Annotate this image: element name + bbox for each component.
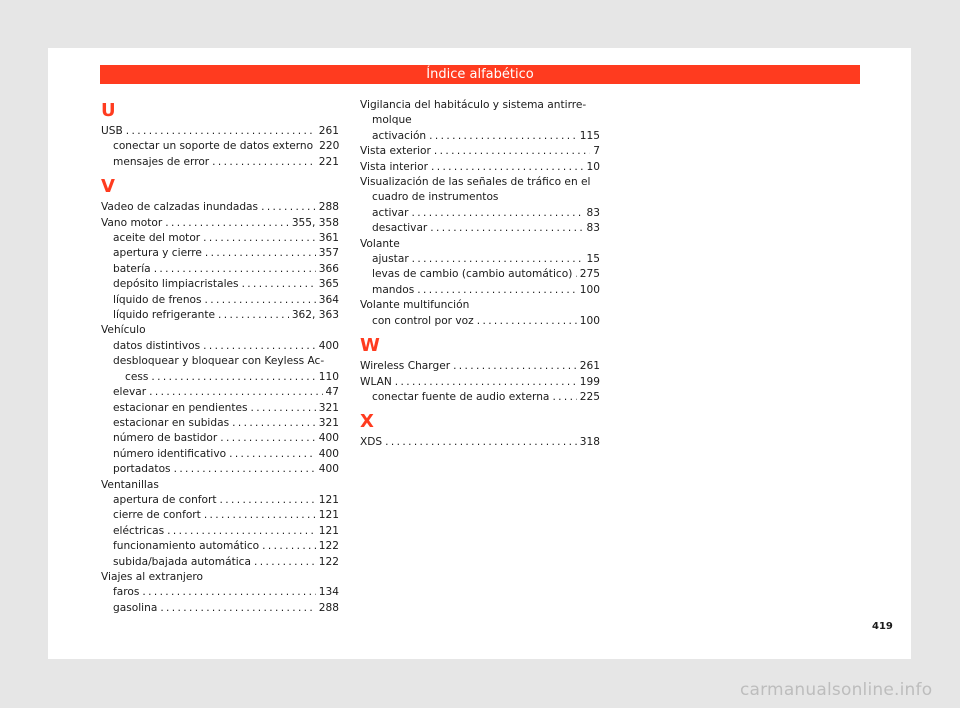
dot-leader — [261, 200, 316, 215]
index-heading: molque — [372, 114, 412, 127]
index-entry-page: 83 — [586, 222, 600, 235]
index-section-letter: X — [360, 411, 374, 433]
index-entry — [101, 447, 339, 462]
dot-leader — [434, 144, 590, 159]
index-entry — [101, 462, 339, 477]
index-entry-label: Vista interior — [360, 160, 428, 173]
index-entry-page: 364 — [318, 293, 339, 306]
index-entry-label: desactivar — [372, 222, 428, 235]
index-entry — [101, 139, 339, 154]
index-entry-page: 134 — [318, 586, 339, 599]
index-entry-label: funcionamiento automático — [113, 540, 260, 553]
index-entry-page: 121 — [318, 493, 339, 506]
index-entry — [101, 416, 339, 431]
index-entry — [101, 524, 339, 539]
index-heading: Volante multifunción — [360, 299, 470, 312]
index-entry — [360, 283, 600, 298]
index-entry-label: mensajes de error — [113, 155, 210, 168]
index-entry-page: 400 — [318, 447, 339, 460]
index-entry — [101, 231, 339, 246]
index-entry-page: 225 — [579, 390, 600, 403]
index-entry — [101, 293, 339, 308]
index-entry — [360, 221, 600, 236]
index-entry-page: 365 — [318, 278, 339, 291]
watermark: carmanualsonline.info — [740, 680, 933, 700]
index-entry-page: 7 — [593, 145, 600, 158]
index-entry — [360, 375, 600, 390]
dot-leader — [254, 555, 316, 570]
dot-leader — [154, 262, 316, 277]
index-entry-label: conectar fuente de audio externa — [372, 390, 550, 403]
index-entry — [360, 144, 600, 159]
index-entry-page: 275 — [579, 268, 600, 281]
index-entry-page: 400 — [318, 339, 339, 352]
index-entry — [101, 308, 339, 323]
dot-leader — [160, 601, 315, 616]
index-entry — [101, 493, 339, 508]
index-entry — [101, 200, 339, 215]
index-entry-page: 122 — [318, 540, 339, 553]
index-entry-label: eléctricas — [113, 524, 165, 537]
index-entry — [360, 435, 600, 450]
dot-leader — [430, 221, 583, 236]
index-entry-label: activación — [372, 129, 427, 142]
index-entry-label: elevar — [113, 386, 147, 399]
index-entry-label: número identificativo — [113, 447, 227, 460]
index-entry-label: WLAN — [360, 375, 392, 388]
index-heading: cuadro de instrumentos — [372, 191, 499, 204]
index-entry-page: 15 — [586, 253, 600, 266]
index-column-left — [101, 100, 339, 616]
dot-leader — [126, 124, 316, 139]
index-entry — [360, 252, 600, 267]
index-entry — [360, 314, 600, 329]
index-entry-page: 115 — [579, 129, 600, 142]
index-entry-label: ajustar — [372, 253, 409, 266]
index-heading: Vigilancia del habitáculo y sistema antirre- — [360, 99, 587, 111]
index-entry — [101, 155, 339, 170]
index-entry — [101, 246, 339, 261]
index-entry-page: 221 — [318, 155, 339, 168]
index-column-right — [360, 98, 600, 451]
index-entry-page: 100 — [579, 314, 600, 327]
index-entry — [360, 267, 600, 282]
dot-leader — [205, 246, 316, 261]
dot-leader — [151, 370, 315, 385]
dot-leader — [412, 206, 584, 221]
index-entry-label: cierre de confort — [113, 509, 201, 522]
dot-leader — [220, 431, 316, 446]
dot-leader — [453, 359, 577, 374]
index-entry-page: 355, 358 — [291, 216, 339, 229]
index-entry-page: 261 — [318, 125, 339, 137]
index-entry-label: Vista exterior — [360, 145, 431, 158]
index-entry — [101, 601, 339, 616]
index-entry-label: XDS — [360, 436, 383, 449]
index-entry — [101, 124, 339, 139]
index-entry-page: 47 — [325, 386, 339, 399]
index-entry-page: 318 — [579, 436, 600, 449]
index-entry — [360, 160, 600, 175]
index-entry-label: Vano motor — [101, 216, 163, 229]
index-entry-label: líquido de frenos — [113, 293, 202, 306]
index-entry — [101, 585, 339, 600]
index-entry — [360, 359, 600, 374]
dot-leader — [575, 267, 576, 282]
index-entry — [360, 390, 600, 405]
dot-leader — [262, 539, 316, 554]
index-entry-label: cess — [125, 370, 149, 383]
dot-leader — [174, 462, 316, 477]
dot-leader — [203, 231, 316, 246]
index-entry — [101, 539, 339, 554]
dot-leader — [142, 585, 315, 600]
index-entry-page: 121 — [318, 509, 339, 522]
dot-leader — [203, 339, 316, 354]
index-entry-page: 400 — [318, 463, 339, 476]
index-entry-page: 362, 363 — [291, 309, 339, 322]
index-entry-page: 261 — [579, 360, 600, 373]
dot-leader — [431, 160, 584, 175]
index-entry-label: estacionar en pendientes — [113, 401, 248, 414]
dot-leader — [218, 308, 289, 323]
dot-leader — [395, 375, 577, 390]
dot-leader — [167, 524, 316, 539]
index-entry-page: 220 — [319, 140, 340, 153]
index-entry-label: número de bastidor — [113, 432, 218, 445]
index-section-letter: V — [101, 176, 115, 198]
index-entry — [101, 508, 339, 523]
page-header-title: Índice alfabético — [100, 65, 860, 84]
index-entry-label: mandos — [372, 283, 415, 296]
dot-leader — [165, 216, 289, 231]
dot-leader — [552, 390, 576, 405]
index-entry-label: con control por voz — [372, 314, 474, 327]
index-entry-label: levas de cambio (cambio automático) — [372, 268, 573, 281]
dot-leader — [477, 314, 577, 329]
index-entry-page: 366 — [318, 262, 339, 275]
index-entry-label: portadatos — [113, 463, 171, 476]
index-entry-page: 288 — [318, 201, 339, 214]
index-entry-label: Vadeo de calzadas inundadas — [101, 201, 259, 214]
dot-leader — [412, 252, 584, 267]
index-entry — [101, 262, 339, 277]
index-entry-label: líquido refrigerante — [113, 309, 215, 322]
index-entry-page: 357 — [318, 247, 339, 260]
dot-leader — [220, 493, 316, 508]
index-entry-label: estacionar en subidas — [113, 416, 230, 429]
index-entry — [101, 339, 339, 354]
index-section-letter: W — [360, 335, 380, 357]
index-heading: Ventanillas — [101, 478, 159, 491]
index-heading: Volante — [360, 237, 400, 250]
index-entry-page: 321 — [318, 401, 339, 414]
index-entry — [360, 206, 600, 221]
index-entry-label: apertura y cierre — [113, 247, 202, 260]
index-entry-page: 110 — [318, 370, 339, 383]
index-entry-label: batería — [113, 262, 151, 275]
index-entry-page: 121 — [318, 524, 339, 537]
index-entry-label: activar — [372, 206, 409, 219]
dot-leader — [232, 416, 316, 431]
index-heading: desbloquear y bloquear con Keyless Ac- — [113, 355, 325, 368]
dot-leader — [205, 293, 316, 308]
index-entry-label: depósito limpiacristales — [113, 278, 239, 291]
index-entry-label: aceite del motor — [113, 232, 201, 245]
dot-leader — [242, 277, 316, 292]
index-entry-label: datos distintivos — [113, 339, 201, 352]
index-entry-page: 288 — [318, 601, 339, 614]
index-entry-page: 83 — [586, 206, 600, 219]
index-section-letter: U — [101, 100, 116, 121]
index-entry-page: 400 — [318, 432, 339, 445]
index-entry-label: apertura de confort — [113, 493, 217, 506]
index-entry-page: 122 — [318, 555, 339, 568]
index-entry-label: gasolina — [113, 601, 158, 614]
dot-leader — [429, 129, 577, 144]
dot-leader — [149, 385, 322, 400]
index-entry — [101, 555, 339, 570]
dot-leader — [417, 283, 577, 298]
index-entry-page: 10 — [586, 160, 600, 173]
index-entry-label: USB — [101, 125, 123, 137]
dot-leader — [385, 435, 577, 450]
index-entry — [101, 401, 339, 416]
dot-leader — [204, 508, 316, 523]
dot-leader — [251, 401, 316, 416]
dot-leader — [212, 155, 316, 170]
dot-leader — [229, 447, 316, 462]
index-entry — [101, 216, 339, 231]
index-heading: Vehículo — [101, 324, 146, 337]
index-entry — [101, 385, 339, 400]
index-entry-label: Wireless Charger — [360, 360, 451, 373]
index-entry-label: subida/bajada automática — [113, 555, 251, 568]
index-heading: Visualización de las señales de tráfico en el — [360, 176, 591, 189]
index-entry-label: conectar un soporte de datos externo — [113, 140, 314, 153]
index-entry-page: 361 — [318, 232, 339, 245]
page-number: 419 — [872, 621, 893, 632]
index-entry — [360, 129, 600, 144]
index-entry-label: faros — [113, 586, 140, 599]
index-entry-page: 100 — [579, 283, 600, 296]
index-entry-page: 199 — [579, 375, 600, 388]
index-entry-page: 321 — [318, 416, 339, 429]
index-entry — [101, 370, 339, 385]
index-heading: Viajes al extranjero — [101, 570, 203, 583]
index-entry — [101, 277, 339, 292]
index-entry — [101, 431, 339, 446]
